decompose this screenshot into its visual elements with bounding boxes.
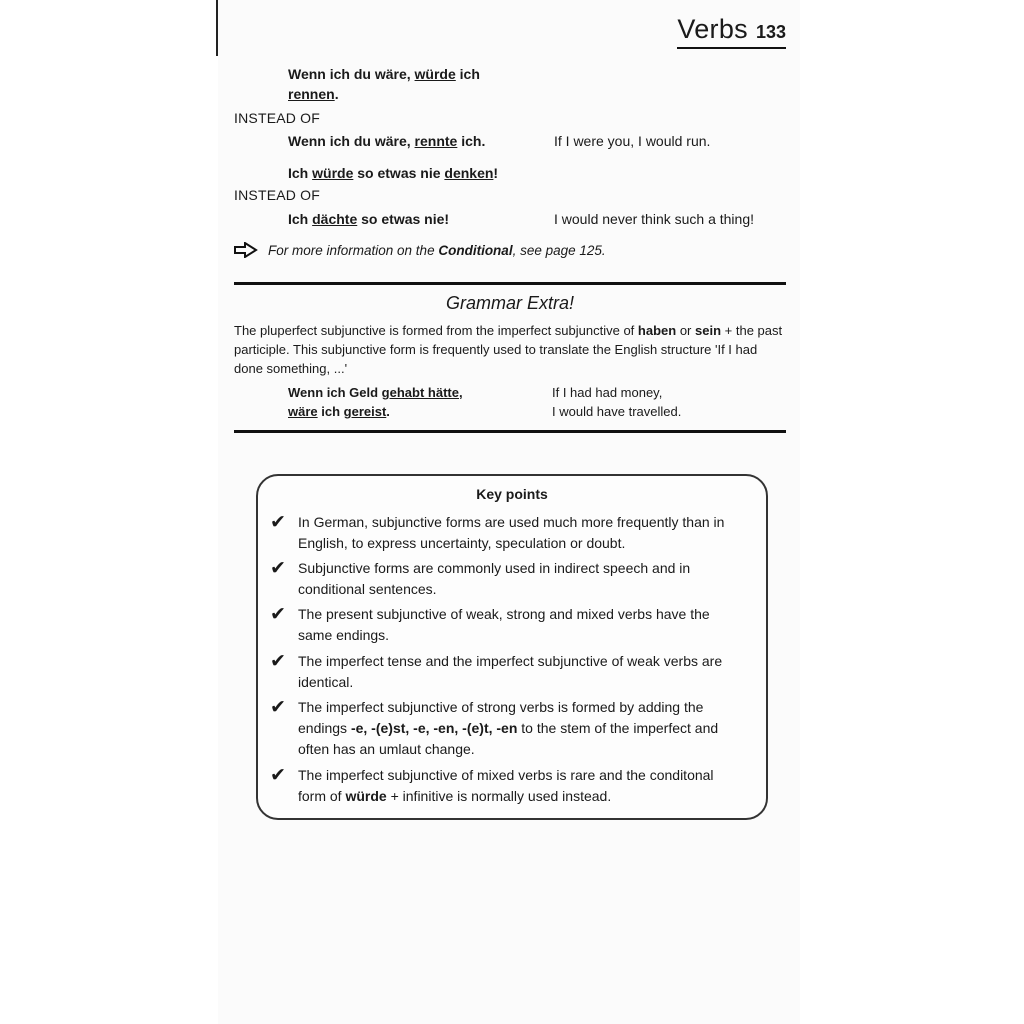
instead-of-label: INSTEAD OF — [234, 187, 321, 203]
key-point-6: ✔ The imperfect subjunctive of mixed verbs is rare and the conditonal form of würde + infinitive is normally used instead. — [270, 765, 740, 807]
cross-reference — [234, 242, 606, 258]
key-point-5: ✔ The imperfect subjunctive of strong verbs is formed by adding the endings -e, -(e)st, -e, -en, -(e)t, -en to the stem of the imperfect and often has an umlaut change. — [270, 697, 740, 760]
checkmark-icon: ✔ — [270, 765, 286, 786]
page-number: 133 — [755, 22, 786, 42]
grammar-extra-title: Grammar Extra! — [445, 293, 574, 313]
key-points-title: Key points — [476, 486, 548, 502]
example-german-4: Ich dächte so etwas nie! — [288, 211, 450, 227]
cross-reference-text: For more information on the Conditional, see page 125. — [268, 242, 606, 258]
key-point-2: ✔ Subjunctive forms are commonly used in indirect speech and in conditional sentences. — [270, 558, 740, 600]
checkmark-icon: ✔ — [270, 604, 286, 625]
key-point-4: ✔ The imperfect tense and the imperfect subjunctive of weak verbs are identical. — [270, 651, 740, 693]
section-rule-bottom — [234, 430, 786, 433]
page-edge-line — [216, 0, 218, 56]
grammar-extra-english-example: If I had had money, I would have travelled. — [552, 385, 682, 419]
example-german-1: Wenn ich du wäre, würde ich rennen. — [288, 66, 480, 102]
running-head — [677, 14, 786, 49]
checkmark-icon: ✔ — [270, 697, 286, 718]
example-english-2: If I were you, I would run. — [554, 133, 711, 149]
chapter-title: Verbs — [677, 14, 748, 44]
example-german-3: Ich würde so etwas nie denken! — [288, 165, 499, 181]
example-english-4: I would never think such a thing! — [554, 211, 755, 227]
key-point-1: ✔ In German, subjunctive forms are used much more frequently than in English, to express uncertainty, speculation or doubt. — [270, 512, 740, 554]
grammar-extra-german-example: Wenn ich Geld gehabt hätte, wäre ich gereist. — [288, 385, 463, 419]
arrow-right-icon — [234, 242, 258, 258]
key-points-box — [256, 474, 768, 820]
checkmark-icon: ✔ — [270, 651, 286, 672]
section-rule-top — [234, 282, 786, 285]
checkmark-icon: ✔ — [270, 512, 286, 533]
instead-of-label: INSTEAD OF — [234, 110, 321, 126]
key-point-3: ✔ The present subjunctive of weak, strong and mixed verbs have the same endings. — [270, 604, 740, 646]
checkmark-icon: ✔ — [270, 558, 286, 579]
grammar-extra-paragraph: The pluperfect subjunctive is formed from the imperfect subjunctive of haben or sein + the past participle. This subjunctive form is frequently used to translate the English structure 'If I had done something, ...' — [234, 323, 783, 376]
example-german-2: Wenn ich du wäre, rennte ich. — [288, 133, 486, 149]
